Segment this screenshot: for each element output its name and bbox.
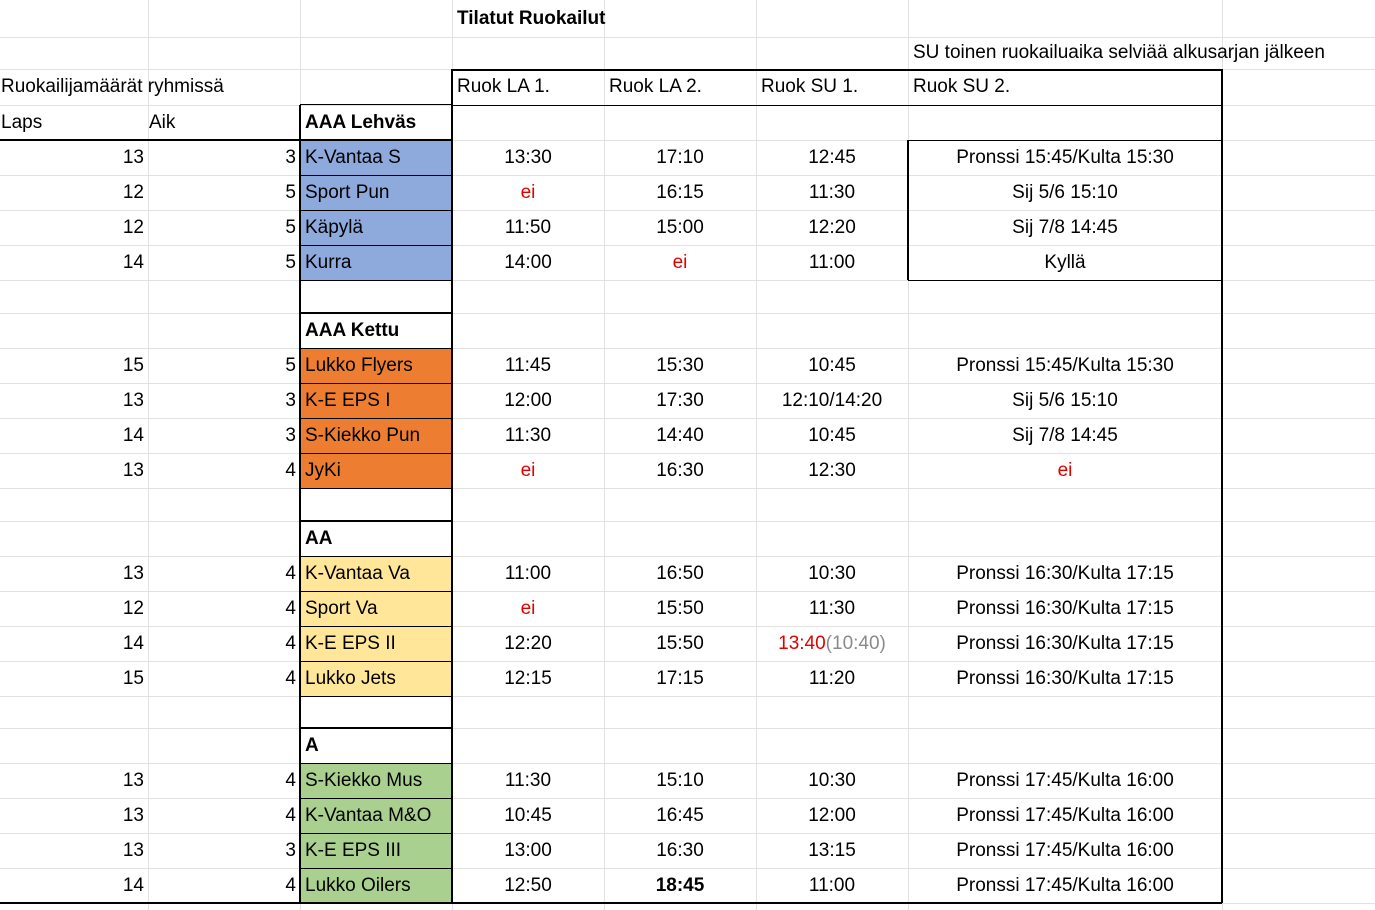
meal-la2[interactable]: 14:40 (656, 424, 704, 446)
laps-count[interactable]: 12 (122, 216, 144, 238)
meal-su2[interactable]: Pronssi 16:30/Kulta 17:15 (956, 562, 1174, 584)
meal-la2[interactable]: 17:30 (656, 389, 704, 411)
aik-count[interactable]: 3 (285, 389, 296, 411)
grid-line (0, 696, 1375, 697)
group-header[interactable]: A (305, 734, 319, 756)
meal-su2[interactable]: Sij 7/8 14:45 (1012, 216, 1118, 238)
laps-count[interactable]: 15 (122, 354, 144, 376)
meal-la1[interactable]: 12:15 (504, 667, 552, 689)
aik-count[interactable]: 4 (285, 769, 296, 791)
meal-su2[interactable]: Pronssi 17:45/Kulta 16:00 (956, 874, 1174, 896)
grid-line (0, 313, 1375, 314)
aik-count[interactable]: 4 (285, 804, 296, 826)
meal-header-3[interactable]: Ruok SU 1. (761, 76, 859, 97)
team-name[interactable]: K-E EPS III (305, 839, 402, 861)
group-header[interactable]: AAA Lehväs (305, 111, 417, 133)
meal-su2[interactable]: Pronssi 16:30/Kulta 17:15 (956, 632, 1174, 654)
team-name[interactable]: K-Vantaa Va (305, 562, 410, 584)
team-name[interactable]: Lukko Flyers (305, 354, 413, 376)
aik-count[interactable]: 4 (285, 562, 296, 584)
meal-la2[interactable]: 15:30 (656, 354, 704, 376)
col-header-aik[interactable]: Aik (149, 111, 176, 133)
team-name[interactable]: K-E EPS II (305, 632, 396, 654)
meal-la2[interactable]: 16:30 (656, 839, 704, 861)
team-name[interactable]: Kurra (305, 251, 352, 273)
aik-count[interactable]: 4 (285, 667, 296, 689)
meal-la2[interactable]: 17:10 (656, 146, 704, 168)
aik-count[interactable]: 5 (285, 251, 296, 273)
laps-count[interactable]: 13 (122, 804, 144, 826)
team-name[interactable]: K-E EPS I (305, 389, 391, 411)
grid-line (0, 728, 1375, 729)
meal-la2[interactable]: 15:50 (656, 632, 704, 654)
meal-su2[interactable]: Pronssi 16:30/Kulta 17:15 (956, 597, 1174, 619)
sheet-title[interactable]: Tilatut Ruokailut (457, 7, 606, 29)
meal-su2[interactable]: Sij 7/8 14:45 (1012, 424, 1118, 446)
meal-la2[interactable]: 16:50 (656, 562, 704, 584)
aik-count[interactable]: 5 (285, 216, 296, 238)
meal-su1-original: (10:40) (825, 632, 886, 654)
meal-su2[interactable]: Pronssi 15:45/Kulta 15:30 (956, 146, 1174, 168)
aik-count[interactable]: 4 (285, 459, 296, 481)
laps-count[interactable]: 12 (122, 597, 144, 619)
meal-su1[interactable]: 12:20 (808, 216, 856, 238)
meal-la1[interactable]: 13:30 (504, 146, 552, 168)
team-name[interactable]: Lukko Oilers (305, 874, 411, 896)
aik-count[interactable]: 3 (285, 146, 296, 168)
aik-count[interactable]: 4 (285, 632, 296, 654)
laps-count[interactable]: 14 (122, 874, 144, 896)
team-name[interactable]: S-Kiekko Mus (305, 769, 423, 791)
grid-line (0, 521, 1375, 522)
meal-la1[interactable]: 12:20 (504, 632, 552, 654)
meal-la1[interactable]: ei (520, 459, 536, 481)
grid-line (0, 488, 1375, 489)
meal-la1[interactable]: 11:45 (504, 354, 552, 376)
meal-la2[interactable]: 15:10 (656, 769, 704, 791)
meal-su1[interactable]: 10:45 (808, 424, 856, 446)
meal-su2[interactable]: Pronssi 15:45/Kulta 15:30 (956, 354, 1174, 376)
laps-count[interactable]: 12 (122, 181, 144, 203)
meal-su1[interactable]: 11:30 (808, 597, 856, 619)
meal-la2[interactable]: 16:30 (656, 459, 704, 481)
laps-count[interactable]: 14 (122, 424, 144, 446)
meal-la1[interactable]: ei (520, 597, 536, 619)
team-name[interactable]: K-Vantaa M&O (305, 804, 432, 826)
meal-la1[interactable]: ei (520, 181, 536, 203)
meal-su1[interactable]: 11:20 (808, 667, 856, 689)
border-line (300, 488, 452, 489)
meal-su1-changed: 13:40 (778, 632, 826, 654)
laps-count[interactable]: 13 (122, 562, 144, 584)
aik-count[interactable]: 3 (285, 424, 296, 446)
group-header[interactable]: AAA Kettu (305, 319, 400, 341)
team-name[interactable]: Sport Va (305, 597, 378, 619)
meal-la2[interactable]: ei (672, 251, 688, 273)
team-name[interactable]: JyKi (305, 459, 341, 481)
meal-su1[interactable]: 12:00 (808, 804, 856, 826)
meal-la1[interactable]: 11:30 (504, 424, 552, 446)
meal-su2[interactable]: Pronssi 17:45/Kulta 16:00 (956, 839, 1174, 861)
meal-su1[interactable] (756, 626, 908, 661)
meal-la2[interactable]: 15:50 (656, 597, 704, 619)
meal-la2[interactable]: 16:15 (656, 181, 704, 203)
meal-su1[interactable]: 11:00 (808, 874, 856, 896)
meal-la2[interactable]: 17:15 (656, 667, 704, 689)
meal-su1[interactable]: 11:00 (808, 251, 856, 273)
border-line (300, 696, 452, 697)
meal-la1[interactable]: 11:30 (504, 769, 552, 791)
border-line (452, 105, 1222, 106)
meal-la1[interactable]: 11:50 (504, 216, 552, 238)
meal-su2[interactable]: Kyllä (1044, 251, 1086, 273)
meal-su1[interactable]: 10:45 (808, 354, 856, 376)
laps-count[interactable]: 14 (122, 632, 144, 654)
meal-su1[interactable]: 13:15 (808, 839, 856, 861)
aik-count[interactable]: 4 (285, 874, 296, 896)
meal-su2[interactable]: Pronssi 17:45/Kulta 16:00 (956, 769, 1174, 791)
meal-la2[interactable]: 16:45 (656, 804, 704, 826)
team-name[interactable]: Käpylä (305, 216, 364, 238)
meal-su2[interactable]: Pronssi 16:30/Kulta 17:15 (956, 667, 1174, 689)
meal-la1[interactable]: 12:50 (504, 874, 552, 896)
meal-la2[interactable]: 15:00 (656, 216, 704, 238)
meal-la1[interactable]: 14:00 (504, 251, 552, 273)
meal-header-2[interactable]: Ruok LA 2. (609, 76, 702, 97)
aik-count[interactable]: 5 (285, 181, 296, 203)
meal-su2[interactable]: Sij 5/6 15:10 (1012, 389, 1118, 411)
meal-la1[interactable]: 11:00 (504, 562, 552, 584)
laps-count[interactable]: 15 (122, 667, 144, 689)
group-header[interactable]: AA (305, 527, 333, 549)
meal-su2[interactable]: Sij 5/6 15:10 (1012, 181, 1118, 203)
meal-la1[interactable]: 13:00 (504, 839, 552, 861)
team-name[interactable]: S-Kiekko Pun (305, 424, 421, 446)
laps-count[interactable]: 13 (122, 146, 144, 168)
team-name[interactable]: Lukko Jets (305, 667, 396, 689)
meal-su1[interactable]: 12:45 (808, 146, 856, 168)
aik-count[interactable]: 3 (285, 839, 296, 861)
meal-header-4[interactable]: Ruok SU 2. (913, 76, 1011, 97)
aik-count[interactable]: 4 (285, 597, 296, 619)
col-header-laps[interactable]: Laps (1, 111, 43, 133)
meal-su2[interactable]: ei (1057, 459, 1073, 481)
laps-count[interactable]: 13 (122, 839, 144, 861)
team-name[interactable]: Sport Pun (305, 181, 390, 203)
meal-su1[interactable]: 12:30 (808, 459, 856, 481)
team-name[interactable]: K-Vantaa S (305, 146, 401, 168)
meal-su1[interactable]: 11:30 (808, 181, 856, 203)
laps-count[interactable]: 13 (122, 389, 144, 411)
meal-la2[interactable]: 18:45 (655, 874, 705, 896)
aik-count[interactable]: 5 (285, 354, 296, 376)
meal-header-1[interactable]: Ruok LA 1. (457, 76, 550, 97)
note-text[interactable]: SU toinen ruokailuaika selviää alkusarjan jälkeen (913, 42, 1325, 63)
laps-count[interactable]: 14 (122, 251, 144, 273)
left-header[interactable]: Ruokailijamäärät ryhmissä (1, 76, 224, 97)
border-line (908, 280, 1222, 281)
meal-su1[interactable]: 12:10/14:20 (781, 389, 883, 411)
border-line (300, 280, 452, 281)
meal-la1[interactable]: 12:00 (504, 389, 552, 411)
laps-count[interactable]: 13 (122, 459, 144, 481)
laps-count[interactable]: 13 (122, 769, 144, 791)
meal-su1[interactable]: 10:30 (808, 562, 856, 584)
meal-su2[interactable]: Pronssi 17:45/Kulta 16:00 (956, 804, 1174, 826)
meal-la1[interactable]: 10:45 (504, 804, 552, 826)
meal-su1[interactable]: 10:30 (808, 769, 856, 791)
